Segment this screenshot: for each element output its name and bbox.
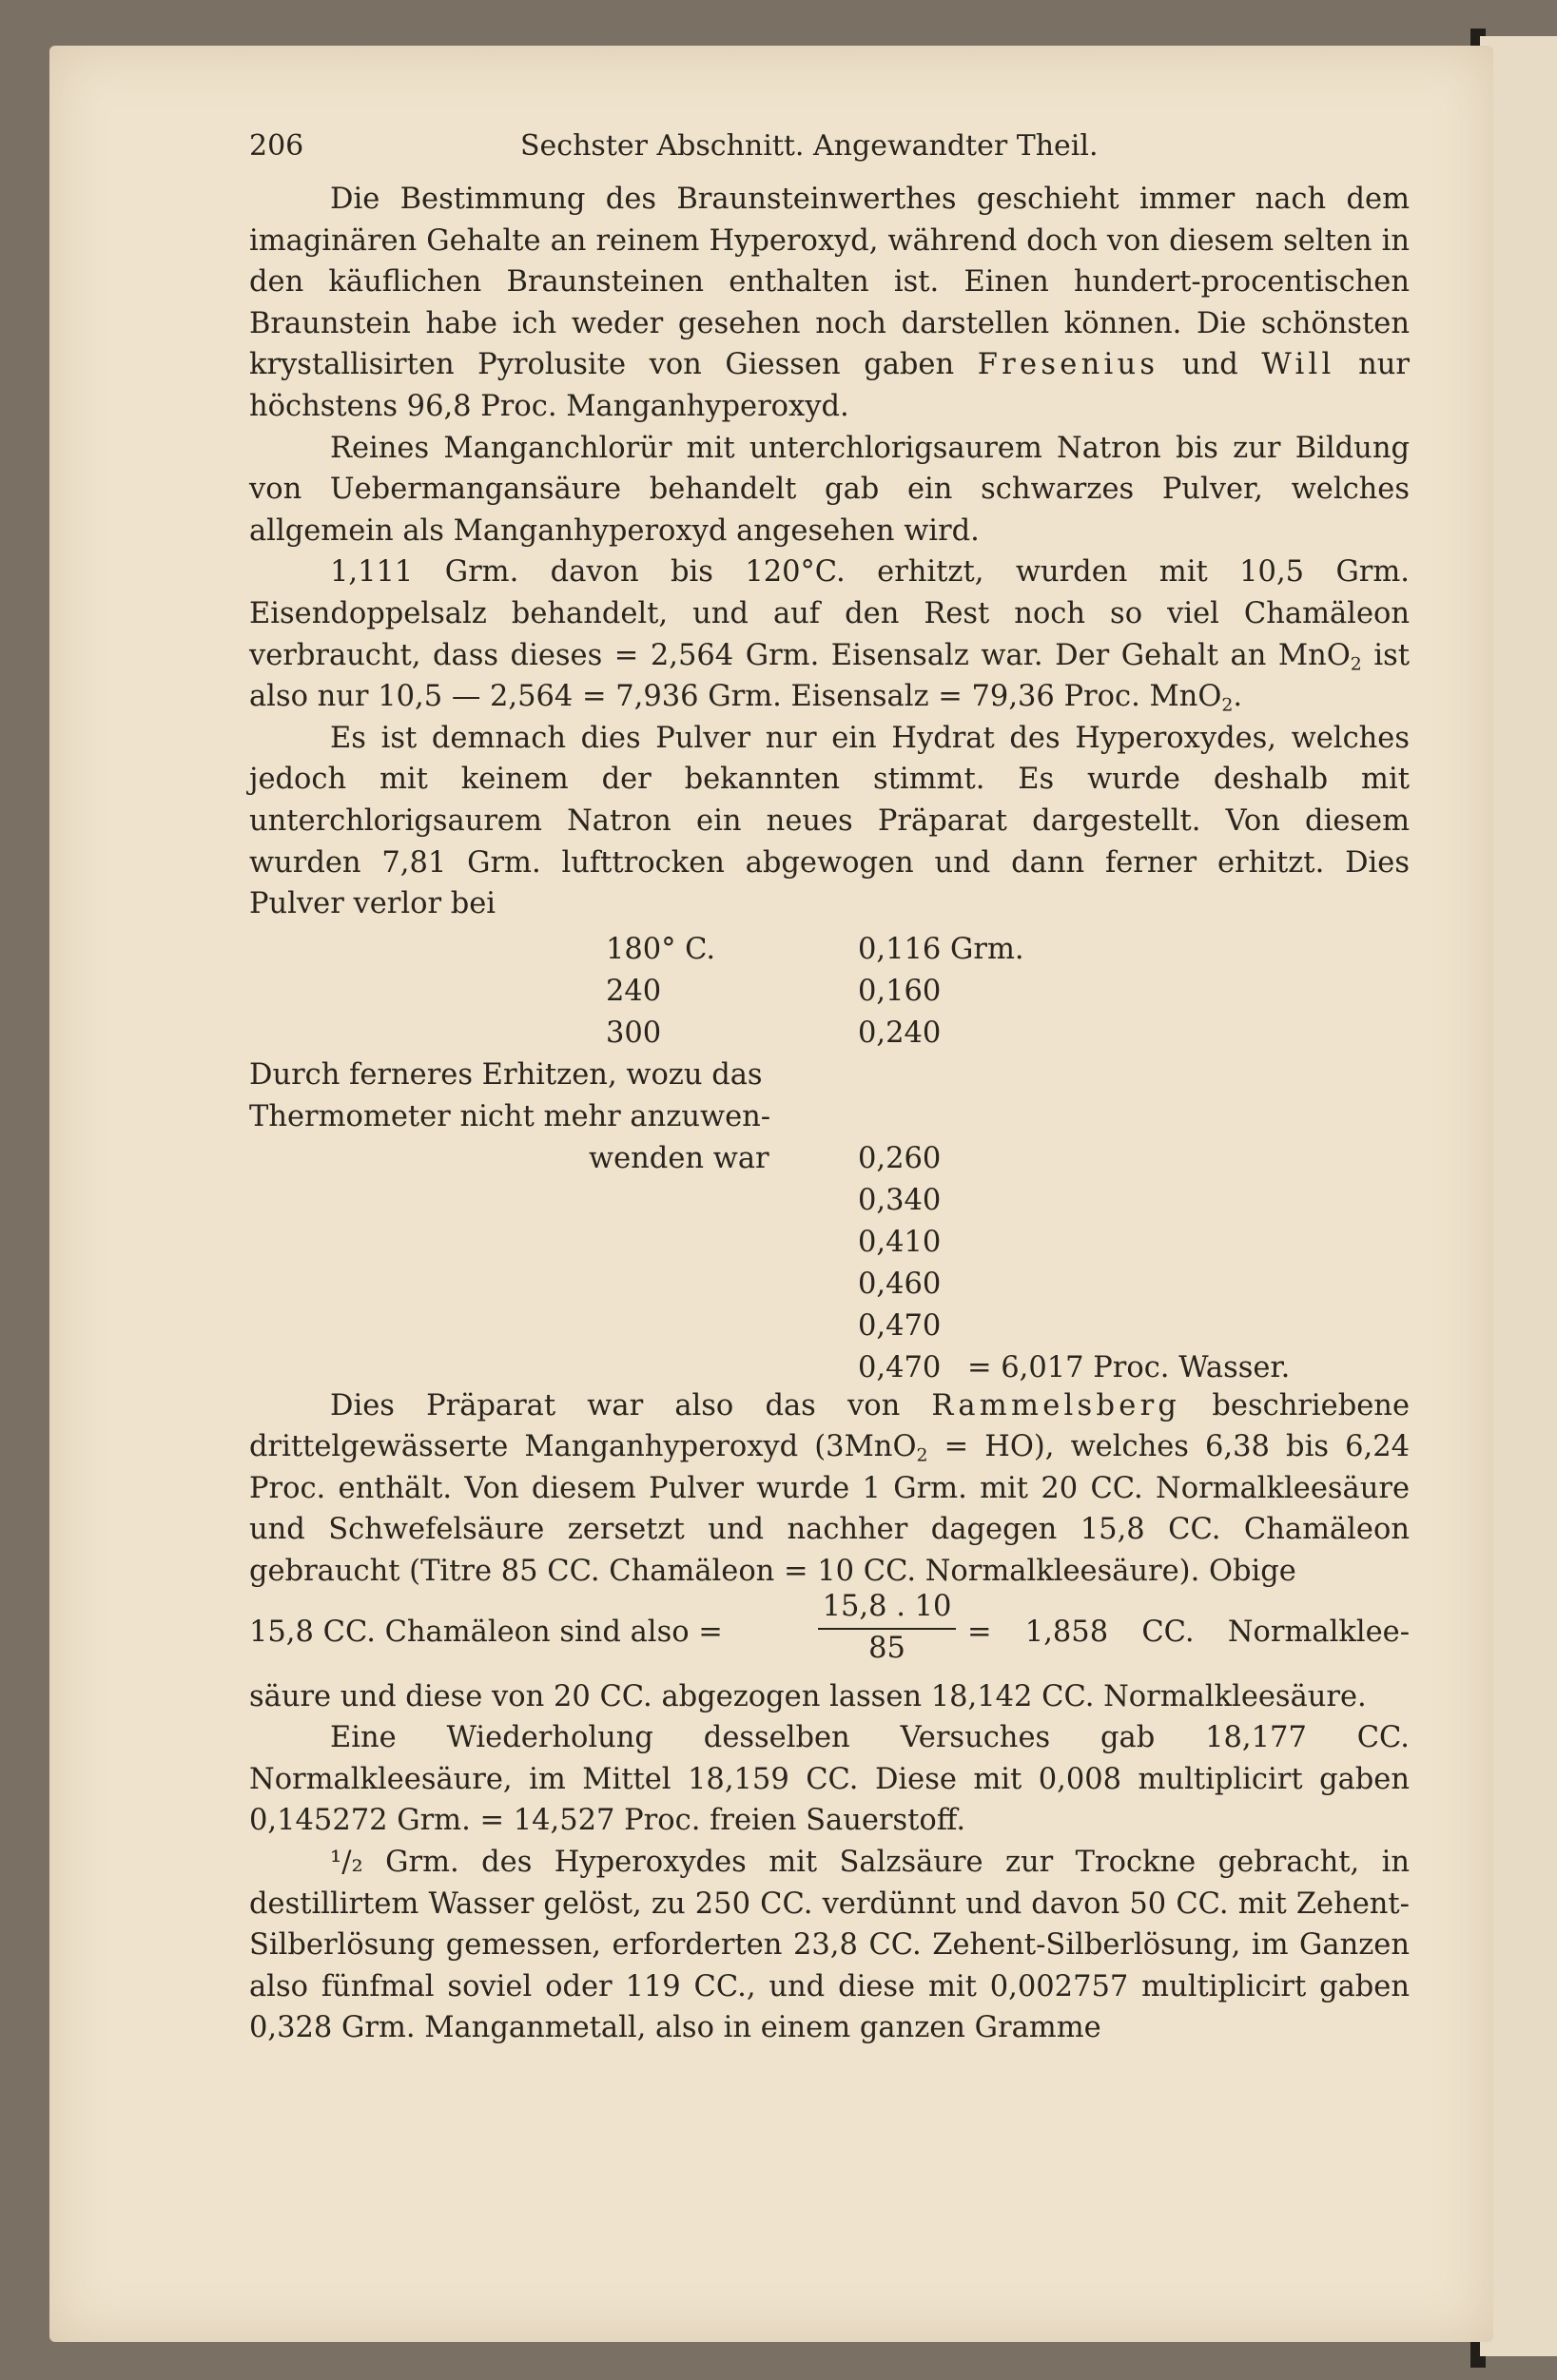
paragraph-braunsteinwerth: Die Bestimmung des Braunsteinwerthes geschieht immer nach dem imaginären Gehalte an reinem Hyperoxyd, während doch von diesem selten in den käuflichen Braunsteinen enthalten ist. Einen hundert-procentischen Braunstein habe ich weder gesehen noch darstellen können. Die schönsten krystallisirten Pyrolusite von Giessen gaben Fresenius und Will nur höchstens 96,8 Proc. Manganhyperoxyd. <box>249 183 1410 423</box>
table-value: 0,160 <box>858 974 942 1008</box>
running-header <box>249 126 1410 179</box>
paragraph-hydrat: Es ist demnach dies Pulver nur ein Hydrat des Hyperoxydes, welches jedoch mit keinem der bekannten stimmt. Es wurde deshalb mit unterchlorigsaurem Natron ein neues Präparat dargestellt. Von diesem wurden 7,81 Grm. lufttrocken abgewogen und dann ferner erhitzt. Dies Pulver verlor bei <box>249 721 1410 921</box>
paragraph-silberloesung: ¹/₂ Grm. des Hyperoxydes mit Salzsäure zur Trockne gebracht, in destillirtem Wasser gelöst, zu 250 CC. verdünnt und davon 50 CC. mit Zehent-Silberlösung gemessen, erforderten 23,8 CC. Zehent-Silberlösung, im Ganzen also fünfmal soviel oder 119 CC., und diese mit 0,002757 multiplicirt gaben 0,328 Grm. Manganmetall, also in einem ganzen Gramme <box>249 1846 1410 2045</box>
table-value: 0,260 <box>858 1141 942 1175</box>
table-note: wenden war <box>589 1141 769 1175</box>
table-note: Thermometer nicht mehr anzuwen- <box>249 1099 771 1133</box>
table-value: 0,116 Grm. <box>858 932 1024 966</box>
fraction-trail-text: = 1,858 CC. Normalklee- <box>967 1615 1410 1649</box>
page-text <box>249 126 1410 2049</box>
fraction-numerator: 15,8 . 10 <box>818 1589 956 1630</box>
table-value: 0,410 <box>858 1225 942 1259</box>
fraction-lead-text: 15,8 CC. Chamäleon sind also = <box>249 1615 723 1649</box>
weight-loss-table <box>249 925 1410 1385</box>
paragraph-eisendoppelsalz: 1,111 Grm. davon bis 120°C. erhitzt, wurden mit 10,5 Grm. Eisendoppelsalz behandelt, und auf den Rest noch so viel Chamäleon verbraucht, dass dieses = 2,564 Grm. Eisensalz war. Der Gehalt an MnO$_2$ ist also nur 10,5 — 2,564 = 7,936 Grm. Eisensalz = 79,36 Proc. MnO$_2$. <box>249 555 1410 716</box>
paragraph-wiederholung: Eine Wiederholung desselben Versuches gab 18,177 CC. Normalkleesäure, im Mittel 18,159 CC. Diese mit 0,008 multiplicirt gaben 0,145272 Grm. = 14,527 Proc. freien Sauerstoff. <box>249 1721 1410 1838</box>
author-name: Will <box>1261 348 1335 382</box>
fraction <box>818 1589 956 1668</box>
page-number: 206 <box>249 129 304 163</box>
table-temp: 180° C. <box>606 932 716 966</box>
table-note: Durch ferneres Erhitzen, wozu das <box>249 1057 763 1092</box>
table-temp: 240 <box>606 974 662 1008</box>
table-result: = 6,017 Proc. Wasser. <box>967 1350 1291 1384</box>
fraction-line <box>249 1589 1410 1676</box>
fraction-denominator: 85 <box>868 1631 905 1665</box>
running-title: Sechster Abschnitt. Angewandter Theil. <box>520 129 1099 163</box>
table-value: 0,340 <box>858 1183 942 1217</box>
table-temp: 300 <box>606 1016 662 1050</box>
table-value: 0,470 <box>858 1350 942 1384</box>
table-value: 0,470 <box>858 1308 942 1343</box>
table-value: 0,460 <box>858 1267 942 1301</box>
paragraph-manganchloruer: Reines Manganchlorür mit unterchlorigsaurem Natron bis zur Bildung von Uebermangansäure behandelt gab ein schwarzes Pulver, welches allgemein als Manganhyperoxyd angesehen wird. <box>249 431 1410 548</box>
author-name: Rammelsberg <box>931 1388 1181 1422</box>
author-name: Fresenius <box>977 348 1159 382</box>
paragraph-rammelsberg: Dies Präparat war also das von Rammelsberg beschriebene drittelgewässerte Manganhyperoxyd (3MnO$_2$ = HO), welches 6,38 bis 6,24 Proc. enthält. Von diesem Pulver wurde 1 Grm. mit 20 CC. Normalkleesäure und Schwefelsäure zersetzt und nachher dagegen 15,8 CC. Chamäleon gebraucht (Titre 85 CC. Chamäleon = 10 CC. Normalkleesäure). Obige <box>249 1388 1411 1589</box>
table-value: 0,240 <box>858 1016 942 1050</box>
paragraph-continuation: säure und diese von 20 CC. abgezogen lassen 18,142 CC. Normalkleesäure. <box>249 1679 1367 1713</box>
